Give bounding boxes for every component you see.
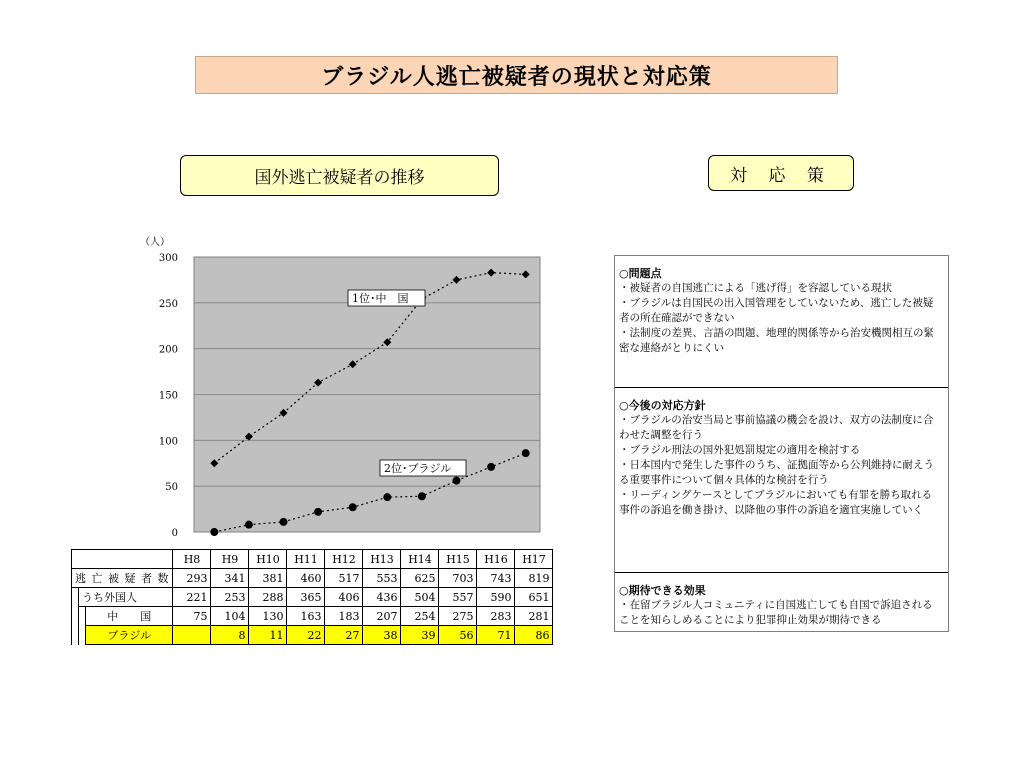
table-cell: 75 (173, 607, 211, 626)
countermeasures-heading: 対 応 策 (708, 155, 854, 191)
table-header-cell: H9 (211, 550, 249, 569)
series-1-point-H15 (453, 477, 461, 485)
table-cell: 365 (287, 588, 325, 607)
table-cell (173, 626, 211, 645)
data-table (71, 549, 553, 645)
table-header-cell: H14 (401, 550, 439, 569)
table-corner-cell (72, 550, 173, 569)
panel-bullet: ・在留ブラジル人コミュニティに自国逃亡しても自国で訴追されることを知らしめることにより犯罪抑止効果が期待できる (619, 599, 933, 626)
table-row-label: ブラジル (86, 626, 173, 645)
table-cell: 11 (249, 626, 287, 645)
table-header-cell: H17 (515, 550, 553, 569)
table-header-row (72, 550, 553, 569)
table-row-label: 中 国 (86, 607, 173, 626)
table-cell: 104 (211, 607, 249, 626)
series-1-point-H14 (418, 492, 426, 500)
y-tick-250: 250 (158, 298, 178, 310)
panel-bullet: ・リーディングケースとしてブラジルにおいても有罪を勝ち取れる事件の訴追を働き掛け、以降他の事件の訴追を適宜実施していく (619, 489, 933, 516)
table-indent-cell (72, 626, 79, 645)
panel-bullet: ・日本国内で発生した事件のうち、証拠面等から公判維持に耐えうる重要事件について個々具体的な検討を行う (619, 459, 934, 486)
table-header-cell: H16 (477, 550, 515, 569)
table-cell: 293 (173, 569, 211, 588)
table-cell: 743 (477, 569, 515, 588)
table-cell: 253 (211, 588, 249, 607)
table-cell: 517 (325, 569, 363, 588)
table-cell: 254 (401, 607, 439, 626)
y-axis-ticks (159, 253, 178, 539)
y-tick-200: 200 (158, 344, 178, 356)
table-cell: 703 (439, 569, 477, 588)
table-header-cell: H15 (439, 550, 477, 569)
panel-section-1 (615, 387, 948, 572)
panel-bullet: ・法制度の差異、言語の問題、地理的関係等から治安機関相互の緊密な連絡がとりにくい (619, 327, 934, 354)
callout-china-label: 1位･中 国 (352, 292, 409, 305)
y-unit-label: （人） (140, 237, 170, 248)
callout-brazil-label: 2位･ブラジル (384, 462, 452, 475)
table-header-cell: H10 (249, 550, 287, 569)
table-cell: 625 (401, 569, 439, 588)
panel-bullet: ・ブラジル刑法の国外犯処罰規定の適用を検討する (619, 444, 861, 456)
table-cell: 71 (477, 626, 515, 645)
table-cell: 553 (363, 569, 401, 588)
table-cell: 22 (287, 626, 325, 645)
chart-heading: 国外逃亡被疑者の推移 (180, 155, 499, 196)
table-cell: 283 (477, 607, 515, 626)
table-row (72, 626, 553, 645)
series-1-point-H8 (210, 528, 218, 536)
table-indent-cell (79, 626, 86, 645)
series-1-point-H13 (383, 493, 391, 501)
series-1-point-H11 (314, 508, 322, 516)
panel-bullet: ・ブラジルの治安当局と事前協議の機会を設け、双方の法制度に合わせた調整を行う (619, 414, 934, 441)
table-row (72, 588, 553, 607)
table-indent-cell (72, 588, 79, 607)
fugitive-trend-chart (130, 230, 570, 540)
table-cell: 163 (287, 607, 325, 626)
y-tick-150: 150 (158, 390, 178, 402)
table-cell: 557 (439, 588, 477, 607)
panel-section-heading: ○問題点 (619, 267, 662, 280)
table-cell: 130 (249, 607, 287, 626)
table-cell: 341 (211, 569, 249, 588)
panel-bullet: ・被疑者の自国逃亡による「逃げ得」を容認している現状 (619, 282, 892, 294)
table-cell: 288 (249, 588, 287, 607)
table-cell: 8 (211, 626, 249, 645)
series-1-point-H9 (245, 521, 253, 529)
page-title: ブラジル人逃亡被疑者の現状と対応策 (195, 56, 838, 94)
countermeasures-panel (614, 255, 949, 632)
table-cell: 39 (401, 626, 439, 645)
table-header-cell: H11 (287, 550, 325, 569)
table-cell: 436 (363, 588, 401, 607)
series-1-point-H17 (522, 449, 530, 457)
table-row (72, 607, 553, 626)
table-cell: 504 (401, 588, 439, 607)
table-cell: 275 (439, 607, 477, 626)
series-1-point-H12 (349, 503, 357, 511)
table-cell: 651 (515, 588, 553, 607)
series-1-point-H16 (487, 463, 495, 471)
table-row-label: うち外国人 (79, 588, 173, 607)
panel-bullet: ・ブラジルは自国民の出入国管理をしていないため、逃亡した被疑者の所在確認ができない (619, 297, 934, 324)
table-cell: 207 (363, 607, 401, 626)
table-cell: 183 (325, 607, 363, 626)
table-indent-cell (79, 607, 86, 626)
table-row-label: 逃 亡 被 疑 者 数 (72, 569, 173, 588)
table-header-cell: H8 (173, 550, 211, 569)
table-cell: 406 (325, 588, 363, 607)
panel-section-heading: ○期待できる効果 (619, 584, 706, 597)
table-cell: 86 (515, 626, 553, 645)
y-tick-50: 50 (165, 482, 178, 494)
table-header-cell: H13 (363, 550, 401, 569)
table-row (72, 569, 553, 588)
y-tick-300: 300 (158, 253, 178, 264)
table-cell: 56 (439, 626, 477, 645)
table-cell: 819 (515, 569, 553, 588)
table-cell: 381 (249, 569, 287, 588)
table-cell: 27 (325, 626, 363, 645)
y-tick-0: 0 (171, 528, 178, 539)
table-cell: 460 (287, 569, 325, 588)
y-tick-100: 100 (158, 436, 178, 448)
panel-section-heading: ○今後の対応方針 (619, 399, 706, 412)
series-1-point-H10 (280, 518, 288, 526)
table-cell: 38 (363, 626, 401, 645)
table-cell: 221 (173, 588, 211, 607)
panel-section-2 (615, 572, 948, 675)
table-cell: 281 (515, 607, 553, 626)
table-cell: 590 (477, 588, 515, 607)
panel-section-0 (615, 256, 948, 387)
table-header-cell: H12 (325, 550, 363, 569)
table-indent-cell (72, 607, 79, 626)
